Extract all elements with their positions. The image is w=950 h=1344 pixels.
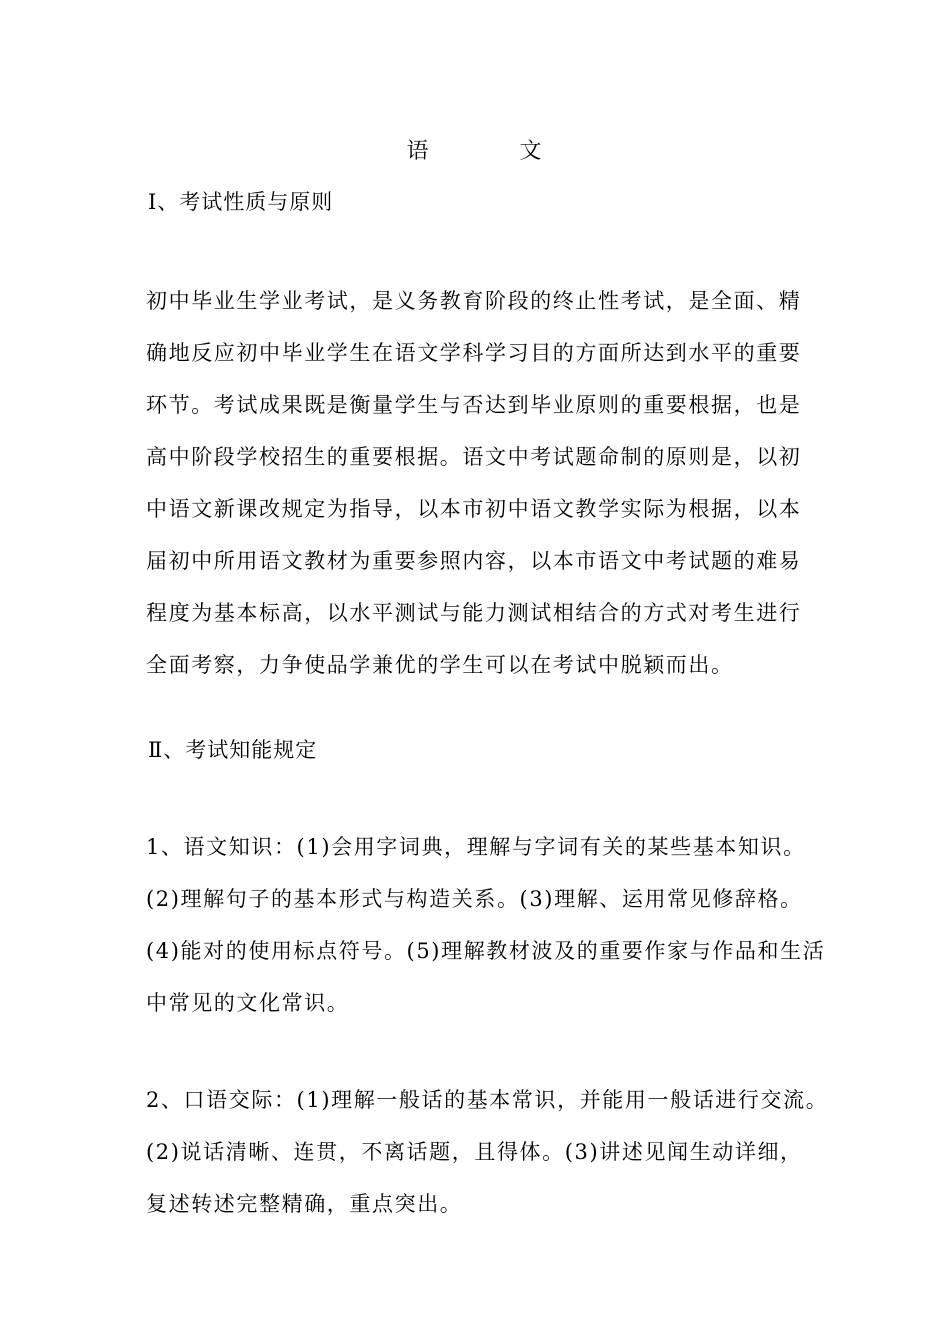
paragraph-line: 中语文新课改规定为指导，以本市初中语文教学实际为根据，以本 [146,497,802,521]
oral-communication-paragraph [146,1074,829,1230]
paragraph-line: 复述转述完整精确，重点突出。 [146,1192,463,1216]
paragraph-line: 全面考察，力争使品学兼优的学生可以在考试中脱颖而出。 [146,653,734,677]
paragraph-line: 届初中所用语文教材为重要参照内容，以本市语文中考试题的难易 [146,549,802,573]
paragraph-line: (4)能对的使用标点符号。(5)理解教材波及的重要作家与作品和生活 [146,939,826,963]
paragraph-line: 初中毕业生学业考试，是义务教育阶段的终止性考试，是全面、精 [146,289,802,313]
paragraph-line: 中常见的文化常识。 [146,991,350,1015]
section-heading-2: Ⅱ、考试知能规定 [148,738,318,762]
paragraph-line: 程度为基本标高，以水平测试与能力测试相结合的方式对考生进行 [146,601,802,625]
section-1-paragraph [146,275,826,691]
paragraph-line: (2)说话清晰、连贯，不离话题，且得体。(3)讲述见闻生动详细， [146,1140,803,1164]
document-title: 语 文 [406,139,584,164]
paragraph-line: 环节。考试成果既是衡量学生与否达到毕业原则的重要根据，也是 [146,393,802,417]
language-knowledge-paragraph [146,821,826,1029]
paragraph-line: 2、口语交际：(1)理解一般话的基本常识，并能用一般话进行交流。 [146,1088,829,1112]
paragraph-line: 1、语文知识：(1)会用字词典，理解与字词有关的某些基本知识。 [146,835,806,859]
paragraph-line: 确地反应初中毕业学生在语文学科学习目的方面所达到水平的重要 [146,341,802,365]
section-heading-1: Ⅰ、考试性质与原则 [148,190,334,214]
paragraph-line: (2)理解句子的基本形式与构造关系。(3)理解、运用常见修辞格。 [146,887,803,911]
paragraph-line: 高中阶段学校招生的重要根据。语文中考试题命制的原则是，以初 [146,445,802,469]
